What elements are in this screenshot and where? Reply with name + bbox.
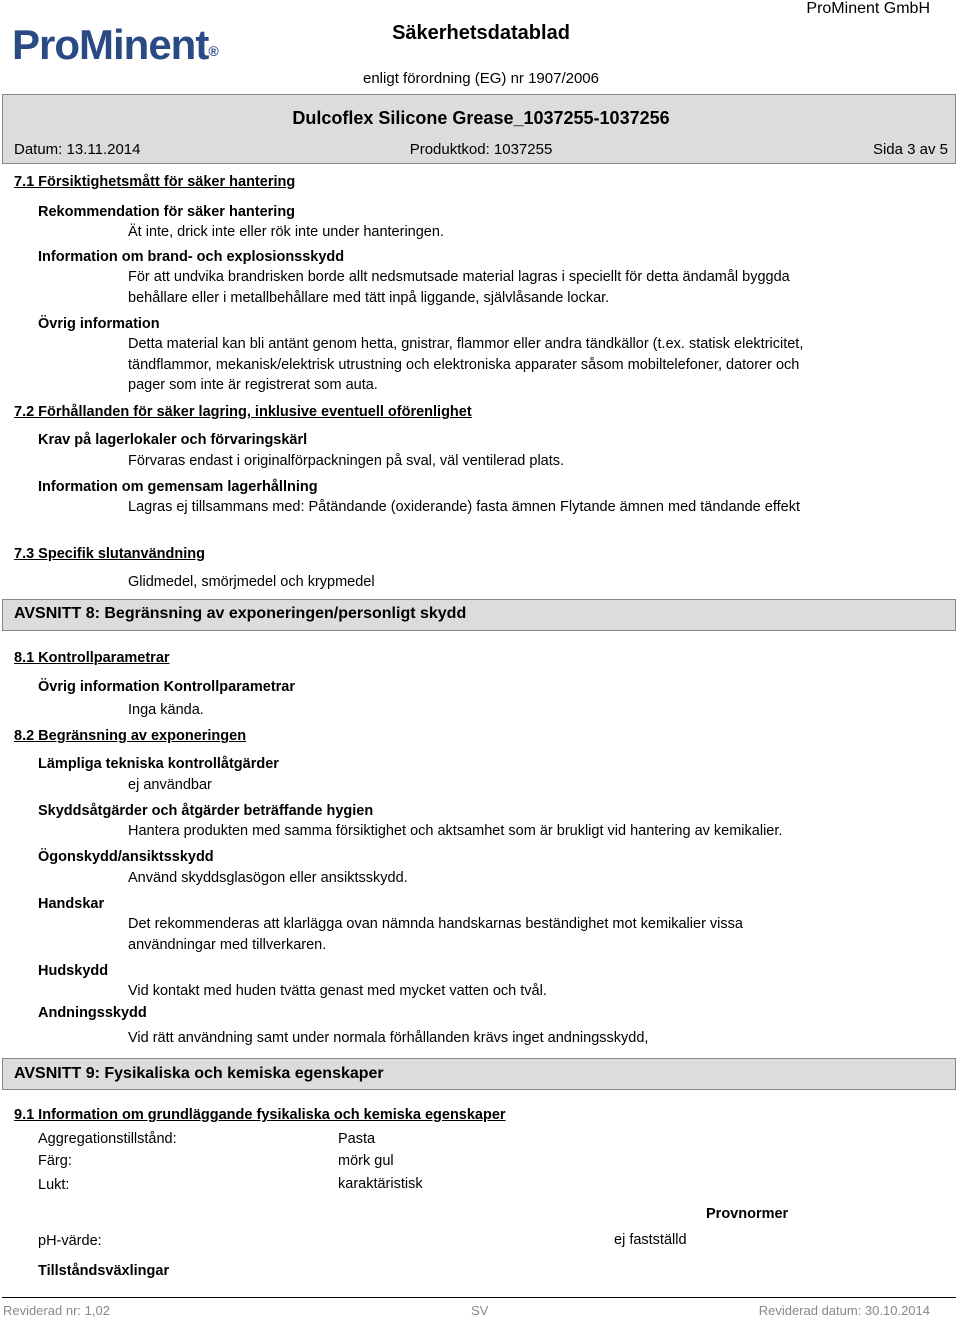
document-date: Datum: 13.11.2014 (14, 141, 141, 158)
value-aggregation-state: Pasta (338, 1131, 376, 1147)
text-joint-storage: Lagras ej tillsammans med: Påtändande (oxiderande) fasta ämnen Flytande ämnen med tändande effekt (128, 499, 800, 515)
subsection-title-7-2: 7.2 Förhållanden för säker lagring, inklusive eventuell oförenlighet (14, 404, 472, 420)
heading-safe-handling: Rekommendation för säker hantering (38, 204, 296, 220)
value-color: mörk gul (338, 1153, 394, 1169)
text-gloves: Det rekommenderas att klarlägga ovan nämnda handskarnas beständighet mot kemikalier vissa användningar med tillverkaren. (128, 916, 743, 953)
label-color: Färg: (38, 1153, 72, 1169)
registered-mark-icon: ® (208, 43, 218, 59)
heading-gloves: Handskar (38, 896, 105, 912)
company-name: ProMinent GmbH (806, 0, 930, 17)
subsection-title-9-1: 9.1 Information om grundläggande fysikaliska och kemiska egenskaper (14, 1107, 506, 1123)
text-hygiene: Hantera produkten med samma försiktighet och aktsamhet som är brukligt vid hantering av kemikalier. (128, 823, 783, 839)
heading-skin-protection: Hudskydd (38, 963, 109, 979)
text-specific-end-use: Glidmedel, smörjmedel och krypmedel (128, 574, 375, 590)
text-respiratory-protection: Vid rätt användning samt under normala förhållanden krävs inget andningsskydd, (128, 1030, 649, 1046)
footer-language: SV (471, 1303, 489, 1318)
heading-technical-controls: Lämpliga tekniska kontrollåtgärder (38, 756, 279, 772)
heading-other-info: Övrig information (38, 316, 160, 332)
heading-eye-protection: Ögonskydd/ansiktsskydd (38, 849, 214, 865)
heading-joint-storage: Information om gemensam lagerhållning (38, 479, 318, 495)
text-control-params: Inga kända. (128, 702, 204, 718)
logo-text: ProMinent (12, 21, 209, 68)
subsection-title-8-2: 8.2 Begränsning av exponeringen (14, 728, 247, 744)
heading-storage-requirements: Krav på lagerlokaler och förvaringskärl (38, 432, 308, 448)
subsection-title-7-1: 7.1 Försiktighetsmått för säker hantering (14, 174, 296, 190)
heading-hygiene: Skyddsåtgärder och åtgärder beträffande hygien (38, 803, 374, 819)
heading-control-params: Övrig information Kontrollparametrar (38, 679, 296, 695)
text-technical-controls: ej användbar (128, 777, 212, 793)
heading-test-norms: Provnormer (706, 1206, 789, 1222)
page-number: Sida 3 av 5 (872, 141, 948, 158)
heading-fire-protection: Information om brand- och explosionsskydd (38, 249, 345, 265)
text-other-info: Detta material kan bli antänt genom hetta, gnistrar, flammor eller andra tändkällor (t.ex. statisk elektricitet, tändflammor, mekanisk/elektrisk utrustning och elektroniska apparater såsom mobiltelefoner, datorer och pager som inte är registrerat som auta. (128, 336, 804, 393)
section-9-title: AVSNITT 9: Fysikaliska och kemiska egenskaper (14, 1065, 384, 1082)
text-skin-protection: Vid kontakt med huden tvätta genast med mycket vatten och tvål. (128, 983, 547, 999)
heading-respiratory-protection: Andningsskydd (38, 1005, 147, 1021)
footer-revision: Reviderad nr: 1,02 (3, 1303, 110, 1318)
document-title: Säkerhetsdatablad (392, 22, 570, 44)
subsection-title-8-1: 8.1 Kontrollparametrar (14, 650, 170, 666)
section-8-title: AVSNITT 8: Begränsning av exponeringen/personligt skydd (14, 605, 467, 622)
regulation-text: enligt förordning (EG) nr 1907/2006 (363, 70, 599, 87)
text-storage-requirements: Förvaras endast i originalförpackningen på sval, väl ventilerad plats. (128, 453, 565, 469)
subsection-title-7-3: 7.3 Specifik slutanvändning (14, 546, 205, 562)
text-fire-protection: För att undvika brandrisken borde allt nedsmutsade material lagras i speciellt för detta ändamål byggda behållare eller i metallbehållare med tätt inpå liggande, självlåsande lockar. (128, 269, 790, 306)
product-code: Produktkod: 1037255 (409, 141, 553, 158)
footer-divider (2, 1297, 956, 1298)
label-aggregation-state: Aggregationstillstånd: (38, 1131, 177, 1147)
product-name: Dulcoflex Silicone Grease_1037255-1037256 (292, 108, 670, 128)
label-odor: Lukt: (38, 1177, 70, 1193)
value-odor: karaktäristisk (338, 1176, 423, 1192)
footer-revised-date: Reviderad datum: 30.10.2014 (758, 1303, 930, 1318)
value-ph-value: ej fastställd (614, 1232, 687, 1248)
label-ph-value: pH-värde: (38, 1233, 102, 1249)
text-safe-handling: Ät inte, drick inte eller rök inte under hanteringen. (128, 224, 444, 240)
heading-state-changes: Tillståndsväxlingar (38, 1263, 170, 1279)
text-eye-protection: Använd skyddsglasögon eller ansiktsskydd. (128, 870, 408, 886)
